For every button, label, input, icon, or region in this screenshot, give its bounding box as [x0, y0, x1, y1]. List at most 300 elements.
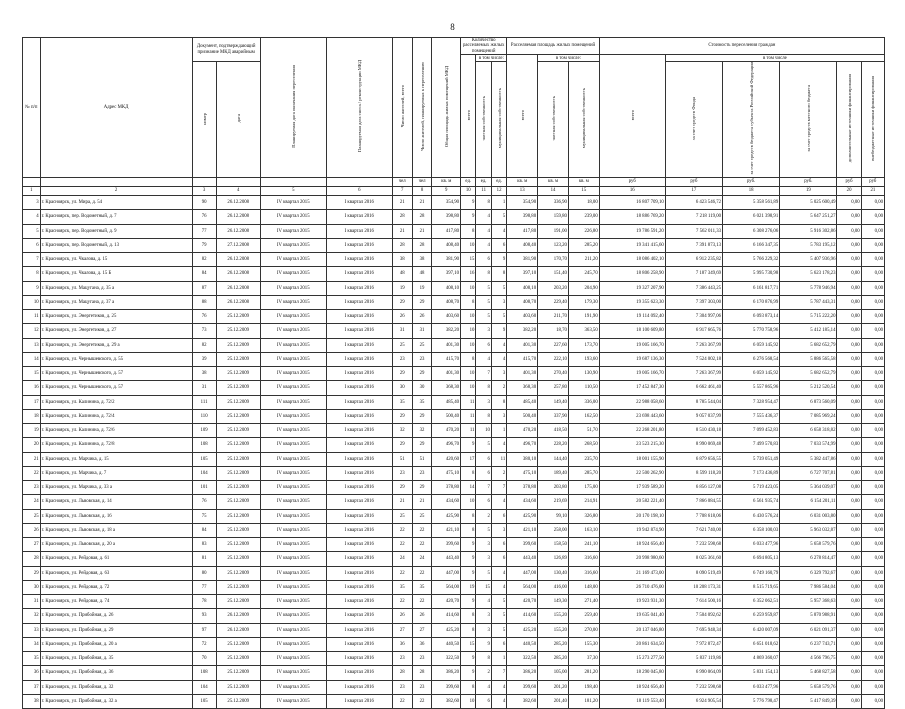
cell-14: 130,40 [538, 566, 569, 580]
cell-4: 25.12.2009 [216, 566, 260, 580]
cell-19: 5 886 565,58 [780, 352, 837, 366]
cell-14: 151,40 [538, 267, 569, 281]
cell-1: 4 [23, 210, 41, 224]
cell-16: 18 924 656,40 [599, 680, 665, 694]
cell-1: 34 [23, 637, 41, 651]
cell-4: 25.12.2009 [216, 424, 260, 438]
cell-14: 158,50 [538, 538, 569, 552]
cell-17: 9 057 037,99 [665, 409, 722, 423]
cell-11: 4 [476, 238, 491, 252]
cell-16: 19 942 874,90 [599, 523, 665, 537]
cell-17: 7 504 092,62 [665, 609, 722, 623]
cell-8: 29 [412, 409, 432, 423]
cell-18: 6 093 873,14 [723, 310, 780, 324]
cell-3: 84 [192, 267, 216, 281]
cell-21: 0,00 [861, 552, 884, 566]
cell-20: 0,00 [837, 538, 861, 552]
cell-20: 0,00 [837, 295, 861, 309]
unit-cell-9: кв. м [432, 178, 461, 187]
cell-13: 485,40 [507, 395, 538, 409]
cell-12: 6 [491, 552, 506, 566]
column-number-cell-12: 12 [491, 187, 506, 196]
cell-19: 5 870 988,91 [780, 609, 837, 623]
cell-15: 271,40 [568, 595, 599, 609]
cell-11: 8 [476, 267, 491, 281]
cell-4: 25.12.2009 [216, 452, 260, 466]
cell-13: 443,40 [507, 552, 538, 566]
cell-7: 22 [392, 538, 412, 552]
cell-14: 155,20 [538, 623, 569, 637]
cell-13: 470,20 [507, 424, 538, 438]
cell-12: 2 [491, 381, 506, 395]
cell-3: 87 [192, 281, 216, 295]
cell-21: 0,00 [861, 310, 884, 324]
cell-19: 7 085 969,24 [780, 409, 837, 423]
cell-1: 16 [23, 381, 41, 395]
cell-14: 257,80 [538, 381, 569, 395]
cell-6: I квартал 2016 [326, 552, 392, 566]
cell-7: 35 [392, 580, 412, 594]
cell-10: 10 [461, 495, 476, 509]
unit-cell-13: кв. м [507, 178, 538, 187]
cell-9: 381,90 [432, 253, 461, 267]
table-row [23, 680, 885, 694]
cell-11: 3 [476, 538, 491, 552]
cell-8: 21 [412, 495, 432, 509]
cell-17: 6 990 064,09 [665, 666, 722, 680]
cell-20: 0,00 [837, 196, 861, 210]
cell-21: 0,00 [861, 595, 884, 609]
cell-6: I квартал 2016 [326, 637, 392, 651]
cell-21: 0,00 [861, 338, 884, 352]
cell-8: 26 [412, 310, 432, 324]
cell-11: 4 [476, 224, 491, 238]
table-row [23, 509, 885, 523]
cell-10: 10 [461, 367, 476, 381]
cell-19: 5 783 195,12 [780, 238, 837, 252]
col-area-total-header: Общая площадь жилых помещений МКД [432, 38, 461, 178]
cell-5: IV квартал 2015 [260, 623, 326, 637]
cost-total-header: всего [599, 55, 665, 178]
cell-18: 6 308 276,06 [723, 224, 780, 238]
cell-7: 21 [392, 224, 412, 238]
cell-9: 386,20 [432, 666, 461, 680]
cell-21: 0,00 [861, 253, 884, 267]
cell-1: 14 [23, 352, 41, 366]
cell-1: 27 [23, 538, 41, 552]
cell-21: 0,00 [861, 238, 884, 252]
cell-19: 6 278 814,47 [780, 552, 837, 566]
cell-18: 6 170 876,99 [723, 295, 780, 309]
cell-20: 0,00 [837, 224, 861, 238]
cell-15: 191,90 [568, 310, 599, 324]
cell-3: 83 [192, 538, 216, 552]
unit-cell-17: руб [665, 178, 722, 187]
cell-12: 8 [491, 267, 506, 281]
cell-1: 23 [23, 481, 41, 495]
cell-18: 5 831 154,13 [723, 666, 780, 680]
cell-13: 414,60 [507, 609, 538, 623]
cell-4: 26.12.2008 [216, 210, 260, 224]
cell-13: 564,00 [507, 580, 538, 594]
cell-15: 193,60 [568, 352, 599, 366]
cell-4: 25.12.2009 [216, 438, 260, 452]
cell-21: 0,00 [861, 409, 884, 423]
col-residents-total-header: Число жителей, всего [392, 38, 412, 178]
page-number: 8 [450, 22, 455, 32]
cell-13: 399,60 [507, 680, 538, 694]
col-planned-end-header: Планируемая дата окончания переселения [260, 38, 326, 178]
cell-2: г. Красноярск, ул. Прибойная, д. 35 [40, 652, 192, 666]
cell-14: 203,20 [538, 281, 569, 295]
cell-17: 6 924 905,54 [665, 694, 722, 708]
cell-10: 10 [461, 694, 476, 708]
cell-3: 73 [192, 324, 216, 338]
cell-8: 29 [412, 367, 432, 381]
column-number-cell-3: 3 [192, 187, 216, 196]
cell-9: 475,10 [432, 466, 461, 480]
column-number-cell-9: 9 [432, 187, 461, 196]
cell-21: 0,00 [861, 566, 884, 580]
cell-12: 6 [491, 538, 506, 552]
unit-cell-12: ед. [491, 178, 506, 187]
cell-8: 21 [412, 196, 432, 210]
table-row [23, 310, 885, 324]
cell-7: 22 [392, 566, 412, 580]
cell-13: 415,70 [507, 352, 538, 366]
cell-9: 382,20 [432, 324, 461, 338]
cell-1: 35 [23, 652, 41, 666]
cell-12: 3 [491, 523, 506, 537]
cell-8: 29 [412, 481, 432, 495]
table-row [23, 295, 885, 309]
cell-17: 7 524 002,18 [665, 352, 722, 366]
cell-11: 5 [476, 295, 491, 309]
cell-11: 2 [476, 509, 491, 523]
cell-4: 26.12.2008 [216, 253, 260, 267]
cell-7: 22 [392, 595, 412, 609]
cell-3: 80 [192, 566, 216, 580]
cell-16: 19 327 207,90 [599, 281, 665, 295]
cell-20: 0,00 [837, 652, 861, 666]
unit-cell-14: кв. м [538, 178, 569, 187]
cell-9: 496,70 [432, 438, 461, 452]
cell-4: 26.12.2009 [216, 609, 260, 623]
cell-17: 6 912 235,82 [665, 253, 722, 267]
cell-19: 5 364 039,07 [780, 481, 837, 495]
cell-18: 6 694 805,13 [723, 552, 780, 566]
unit-cell-6 [326, 178, 392, 187]
cell-6: I квартал 2016 [326, 652, 392, 666]
table-row [23, 623, 885, 637]
column-number-cell-7: 7 [392, 187, 412, 196]
cell-15: 245,70 [568, 267, 599, 281]
cell-11: 5 [476, 566, 491, 580]
cell-9: 425,90 [432, 509, 461, 523]
cell-5: IV квартал 2015 [260, 253, 326, 267]
cell-9: 399,60 [432, 538, 461, 552]
cell-16: 19 355 623,30 [599, 295, 665, 309]
cell-7: 23 [392, 466, 412, 480]
cell-2: г. Красноярск, ул. Мира, д. 54 [40, 196, 192, 210]
cell-16: 19 005 166,70 [599, 367, 665, 381]
cell-20: 0,00 [837, 395, 861, 409]
unit-cell-8: чел [412, 178, 432, 187]
cell-12: 9 [491, 324, 506, 338]
cell-2: г. Красноярск, пер. Водометный, д. 9 [40, 224, 192, 238]
cell-15: 235,70 [568, 452, 599, 466]
cell-12: 7 [491, 481, 506, 495]
cell-10: 8 [461, 680, 476, 694]
cell-16: 22 500 262,90 [599, 466, 665, 480]
cell-19: 5 412 185,14 [780, 324, 837, 338]
cell-9: 399,60 [432, 680, 461, 694]
cell-6: I квартал 2016 [326, 538, 392, 552]
cell-13: 420,70 [507, 595, 538, 609]
cell-4: 26.12.2008 [216, 281, 260, 295]
cell-16: 16 807 709,10 [599, 196, 665, 210]
cell-20: 0,00 [837, 552, 861, 566]
cell-4: 26.12.2008 [216, 224, 260, 238]
cell-9: 485,40 [432, 395, 461, 409]
cell-15: 37,30 [568, 652, 599, 666]
cell-17: 7 232 598,68 [665, 538, 722, 552]
cell-12: 5 [491, 595, 506, 609]
cell-11: 15 [476, 580, 491, 594]
cell-13: 500,40 [507, 409, 538, 423]
cell-9: 354,90 [432, 196, 461, 210]
col-cost-header: Стоимость переселения граждан [599, 38, 884, 55]
cell-10: 9 [461, 552, 476, 566]
cell-21: 0,00 [861, 466, 884, 480]
cell-14: 222,10 [538, 352, 569, 366]
table-row [23, 424, 885, 438]
cell-15: 211,20 [568, 253, 599, 267]
cell-11: 5 [476, 310, 491, 324]
cell-12: 4 [491, 580, 506, 594]
cell-19: 6 154 201,11 [780, 495, 837, 509]
cell-3: 31 [192, 381, 216, 395]
cell-4: 25.12.2009 [216, 481, 260, 495]
cell-18: 6 420 007,09 [723, 623, 780, 637]
cell-14: 285,20 [538, 652, 569, 666]
cell-6: I квартал 2016 [326, 680, 392, 694]
cell-12: 5 [491, 609, 506, 623]
cell-3: 104 [192, 680, 216, 694]
cell-14: 201,20 [538, 680, 569, 694]
cell-4: 25.12.2009 [216, 395, 260, 409]
cell-9: 401,30 [432, 367, 461, 381]
cell-9: 408,10 [432, 281, 461, 295]
cell-6: I квартал 2016 [326, 267, 392, 281]
column-number-cell-10: 10 [461, 187, 476, 196]
cell-19: 5 212 520,54 [780, 381, 837, 395]
cell-6: I квартал 2016 [326, 438, 392, 452]
cell-5: IV квартал 2015 [260, 566, 326, 580]
cell-9: 420,60 [432, 452, 461, 466]
cell-12: 7 [491, 666, 506, 680]
cell-11: 6 [476, 466, 491, 480]
cell-1: 12 [23, 324, 41, 338]
column-numbers-row [23, 187, 885, 196]
cell-15: 18,00 [568, 196, 599, 210]
cell-19: 5 658 579,76 [780, 680, 837, 694]
cell-18: 7 555 436,37 [723, 409, 780, 423]
unit-cell-3 [192, 178, 216, 187]
table-row [23, 409, 885, 423]
cell-4: 25.12.2009 [216, 466, 260, 480]
cell-5: IV квартал 2015 [260, 281, 326, 295]
cell-6: I квартал 2016 [326, 409, 392, 423]
cell-17: 7 391 873,13 [665, 238, 722, 252]
cell-7: 29 [392, 367, 412, 381]
doc-number-header: номер [192, 62, 216, 178]
table-row [23, 395, 885, 409]
cell-13: 447,00 [507, 566, 538, 580]
cell-13: 417,80 [507, 224, 538, 238]
cell-13: 403,60 [507, 310, 538, 324]
cell-17: 6 856 127,08 [665, 481, 722, 495]
cell-21: 0,00 [861, 652, 884, 666]
cell-6: I квартал 2016 [326, 694, 392, 708]
cell-14: 337,90 [538, 409, 569, 423]
cell-9: 434,60 [432, 495, 461, 509]
column-number-cell-21: 21 [861, 187, 884, 196]
table-row [23, 452, 885, 466]
cell-21: 0,00 [861, 580, 884, 594]
cell-11: 6 [476, 452, 491, 466]
cell-3: 76 [192, 495, 216, 509]
cell-10: 15 [461, 637, 476, 651]
cell-12: 3 [491, 409, 506, 423]
cell-12: 3 [491, 367, 506, 381]
column-number-cell-11: 11 [476, 187, 491, 196]
cell-9: 564,00 [432, 580, 461, 594]
cell-6: I квартал 2016 [326, 352, 392, 366]
col-num-header: № п/п [23, 38, 41, 178]
cell-12: 4 [491, 495, 506, 509]
col-area-resettled-header: Расселяемая площадь жилых помещений [507, 38, 599, 55]
cell-6: I квартал 2016 [326, 623, 392, 637]
cell-20: 0,00 [837, 352, 861, 366]
cell-4: 25.12.2009 [216, 637, 260, 651]
cell-21: 0,00 [861, 523, 884, 537]
cell-8: 35 [412, 580, 432, 594]
cell-19: 6 237 743,71 [780, 637, 837, 651]
cell-6: I квартал 2016 [326, 495, 392, 509]
cell-5: IV квартал 2015 [260, 452, 326, 466]
cell-10: 8 [461, 609, 476, 623]
cell-2: г. Красноярск, пер. Водометный, д. 7 [40, 210, 192, 224]
cell-6: I квартал 2016 [326, 466, 392, 480]
area-incl-header: в том числе: [538, 55, 600, 62]
cell-9: 425,20 [432, 623, 461, 637]
cell-7: 38 [392, 253, 412, 267]
unit-cell-19: руб. [780, 178, 837, 187]
cell-5: IV квартал 2015 [260, 694, 326, 708]
cell-1: 10 [23, 295, 41, 309]
cell-7: 29 [392, 409, 412, 423]
unit-cell-1 [23, 178, 41, 187]
cell-21: 0,00 [861, 680, 884, 694]
table-row [23, 595, 885, 609]
cell-16: 17 452 847,30 [599, 381, 665, 395]
cell-13: 421,10 [507, 523, 538, 537]
cell-14: 336,90 [538, 196, 569, 210]
cell-7: 29 [392, 295, 412, 309]
col-planned-demolition-header: Планируемая дата сноса / реконструкции МКД [326, 38, 392, 178]
cell-12: 5 [491, 281, 506, 295]
cell-14: 201,40 [538, 694, 569, 708]
column-number-cell-20: 20 [837, 187, 861, 196]
cell-16: 26 710 476,00 [599, 580, 665, 594]
cell-1: 7 [23, 253, 41, 267]
cell-11: 4 [476, 595, 491, 609]
cell-12: 2 [491, 466, 506, 480]
cell-3: 88 [192, 295, 216, 309]
cell-14: 270,40 [538, 367, 569, 381]
cell-4: 25.12.2009 [216, 552, 260, 566]
cell-19: 6 031 003,80 [780, 509, 837, 523]
cell-8: 27 [412, 623, 432, 637]
cell-14: 144,40 [538, 452, 569, 466]
cell-1: 31 [23, 595, 41, 609]
cell-2: г. Красноярск, ул. Прибойная, д. 29 [40, 623, 192, 637]
cell-1: 36 [23, 666, 41, 680]
cell-19: 6 329 792,67 [780, 566, 837, 580]
cell-6: I квартал 2016 [326, 338, 392, 352]
cell-21: 0,00 [861, 438, 884, 452]
cell-20: 0,00 [837, 623, 861, 637]
table-row [23, 495, 885, 509]
cell-10: 9 [461, 538, 476, 552]
cell-18: 5 557 865,96 [723, 381, 780, 395]
cell-4: 26.12.2008 [216, 267, 260, 281]
cell-20: 0,00 [837, 267, 861, 281]
table-row [23, 381, 885, 395]
cell-20: 0,00 [837, 666, 861, 680]
cell-13: 408,40 [507, 238, 538, 252]
cell-9: 470,20 [432, 424, 461, 438]
cell-2: г. Красноярск, ул. Прибойная, д. 32 [40, 680, 192, 694]
cell-10: 9 [461, 666, 476, 680]
unit-cell-20: руб [837, 178, 861, 187]
cell-13: 386,20 [507, 666, 538, 680]
cell-15: 239,00 [568, 210, 599, 224]
cell-3: 84 [192, 523, 216, 537]
cell-16: 20 582 221,40 [599, 495, 665, 509]
cell-11: 3 [476, 552, 491, 566]
table-row [23, 552, 885, 566]
cell-18: 6 749 160,79 [723, 566, 780, 580]
cell-6: I квартал 2016 [326, 595, 392, 609]
cell-8: 28 [412, 210, 432, 224]
cell-18: 6 059 145,92 [723, 338, 780, 352]
cell-9: 500,40 [432, 409, 461, 423]
cell-13: 398,80 [507, 210, 538, 224]
column-number-cell-8: 8 [412, 187, 432, 196]
cell-19: 5 682 652,79 [780, 338, 837, 352]
cell-4: 25.12.2009 [216, 338, 260, 352]
cell-5: IV квартал 2015 [260, 210, 326, 224]
cell-7: 26 [392, 310, 412, 324]
cell-5: IV квартал 2015 [260, 338, 326, 352]
cell-4: 25.12.2009 [216, 352, 260, 366]
cell-13: 401,30 [507, 367, 538, 381]
cell-10: 16 [461, 267, 476, 281]
cell-8: 23 [412, 652, 432, 666]
column-number-cell-19: 19 [780, 187, 837, 196]
